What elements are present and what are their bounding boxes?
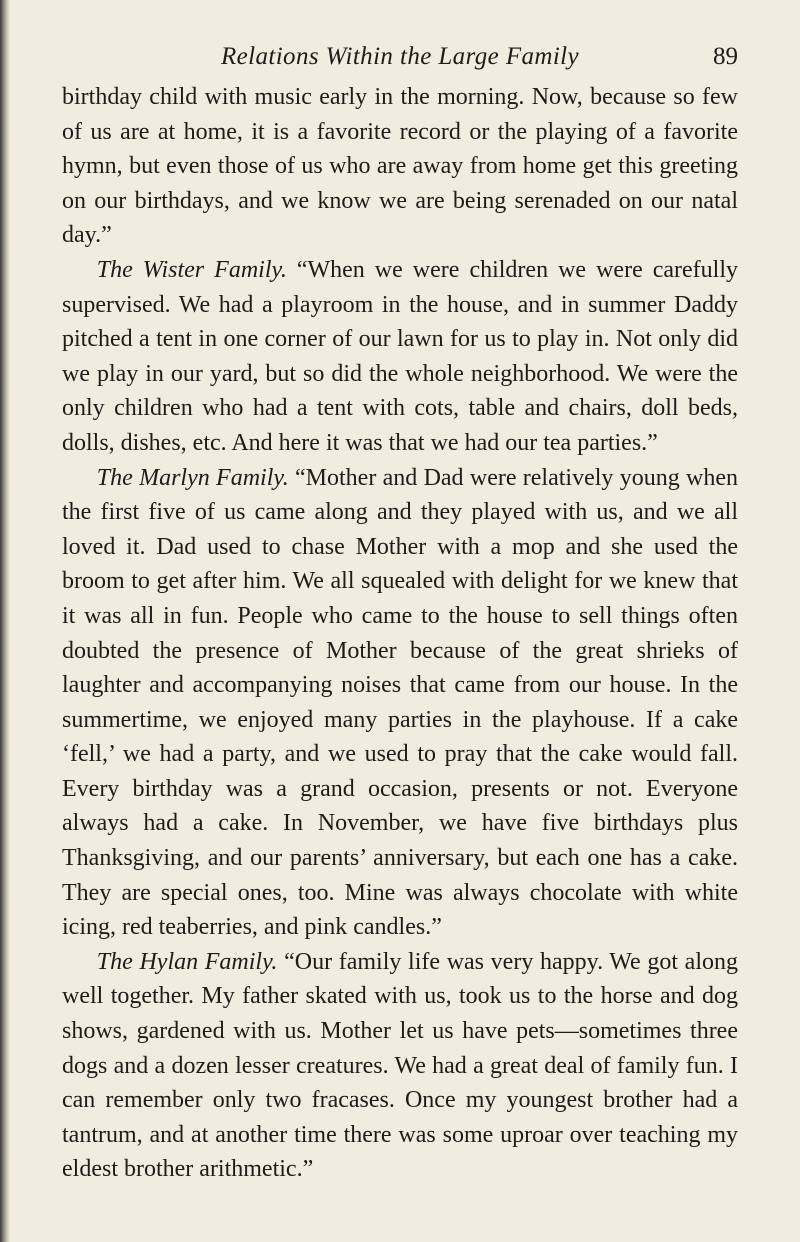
paragraph-hylan-family — [62, 945, 738, 1187]
paragraph-text: “Mother and Dad were relatively young when the first five of us came along and they played with us, and we all loved it. Dad used to chase Mother with a mop and she used the broom to get after him. We all squealed with delight for we knew that it was all in fun. People who came to the house to sell things often doubted the presence of Mother because of the great shrieks of laughter and accompanying noises that came from our house. In the summertime, we enjoyed many parties in the playhouse. If a cake ‘fell,’ we had a party, and we used to pray that the cake would fall. Every birthday was a grand occasion, presents or not. Everyone always had a cake. In November, we have five birthdays plus Thanksgiving, and our parents’ anniversary, but each one has a cake. They are special ones, too. Mine was always chocolate with white icing, red teaberries, and pink candles.” — [62, 464, 738, 941]
body-text — [62, 80, 738, 1187]
paragraph-text: “Our family life was very happy. We got along well together. My father skated with us, took us to the horse and dog shows, gardened with us. Mother let us have pets—sometimes three dogs and a dozen lesser creatures. We had a great deal of family fun. I can remember only two fracases. Once my youngest brother had a tantrum, and at another time there was some uproar over teaching my eldest brother arithmetic.” — [62, 948, 739, 1183]
paragraph-text: birthday child with music early in the morning. Now, because so few of us are at home, it is a favorite record or the playing of a favorite hymn, but even those of us who are away from home get this greeting on our birthdays, and we know we are being serenaded on our natal day.” — [62, 84, 738, 249]
page-header — [62, 40, 738, 80]
paragraph-text: “When we were children we were carefully supervised. We had a playroom in the house, and in summer Daddy pitched a tent in one corner of our lawn for us to play in. Not only did we play in our yard, but so did the whole neighborhood. We were the only children who had a tent with cots, table and chairs, doll beds, dolls, dishes, etc. And here it was that we had our tea parties.” — [62, 256, 739, 456]
paragraph-wister-family — [62, 253, 738, 461]
family-name-heading: The Marlyn Family. — [96, 464, 289, 491]
page-number: 89 — [713, 43, 738, 70]
family-name-heading: The Hylan Family. — [96, 948, 278, 975]
page-binding-edge — [0, 0, 10, 1242]
running-head: Relations Within the Large Family — [220, 43, 580, 70]
family-name-heading: The Wister Family. — [96, 256, 287, 283]
paragraph-continuation — [62, 80, 738, 253]
paragraph-marlyn-family — [62, 461, 738, 945]
